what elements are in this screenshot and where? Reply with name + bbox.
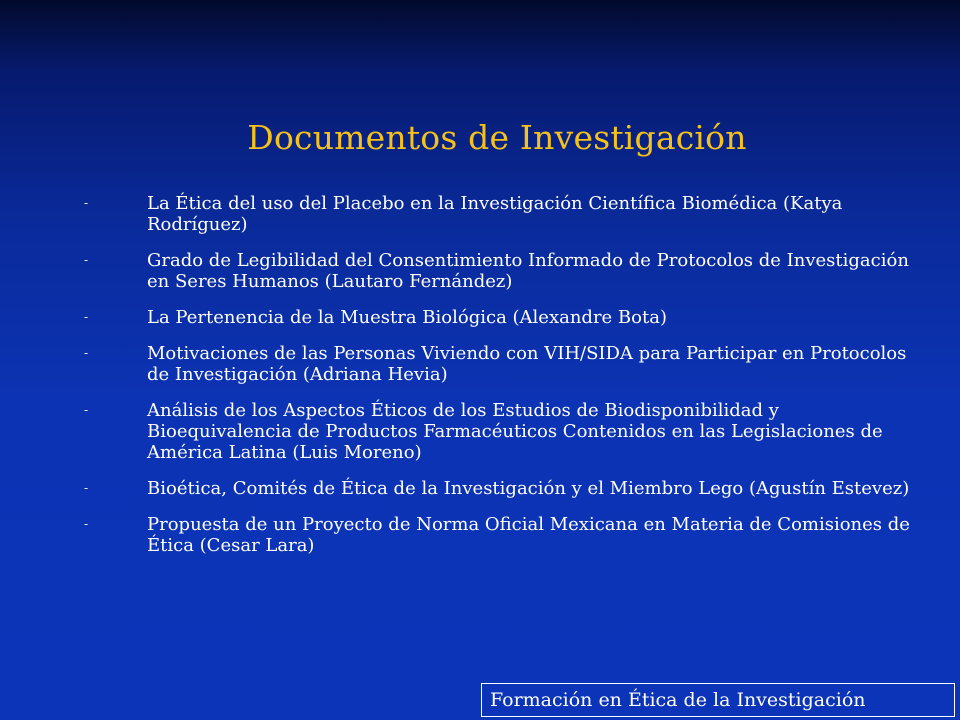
list-item-text: Análisis de los Aspectos Éticos de los Estudios de Biodisponibilidad y Bioequivalencia de Productos Farmacéuticos Contenidos en las Legislaciones de América Latina (Luis Moreno) <box>147 400 883 463</box>
list-item-text: Propuesta de un Proyecto de Norma Oficial Mexicana en Materia de Comisiones de Ética (Cesar Lara) <box>147 514 910 556</box>
list-item-text: La Pertenencia de la Muestra Biológica (Alexandre Bota) <box>147 307 667 328</box>
list-item <box>84 307 914 328</box>
bullet-dash: - <box>84 310 89 324</box>
document-list <box>84 193 914 571</box>
bullet-dash: - <box>84 253 89 267</box>
slide-title: Documentos de Investigación <box>247 118 747 157</box>
list-item-text: Motivaciones de las Personas Viviendo con VIH/SIDA para Participar en Protocolos de Investigación (Adriana Hevia) <box>147 343 907 385</box>
list-item-text: Bioética, Comités de Ética de la Investigación y el Miembro Lego (Agustín Estevez) <box>147 478 910 499</box>
bullet-dash: - <box>84 481 89 495</box>
list-item <box>84 478 914 499</box>
list-item-text: Grado de Legibilidad del Consentimiento Informado de Protocolos de Investigación en Seres Humanos (Lautaro Fernández) <box>147 250 909 292</box>
footer-label: Formación en Ética de la Investigación <box>481 683 955 717</box>
bullet-dash: - <box>84 517 89 531</box>
list-item <box>84 193 914 235</box>
bullet-dash: - <box>84 346 89 360</box>
bullet-dash: - <box>84 403 89 417</box>
bullet-dash: - <box>84 196 89 210</box>
list-item <box>84 514 914 556</box>
list-item <box>84 343 914 385</box>
list-item <box>84 250 914 292</box>
list-item <box>84 400 914 463</box>
list-item-text: La Ética del uso del Placebo en la Investigación Científica Biomédica (Katya Rodríguez) <box>147 193 843 235</box>
